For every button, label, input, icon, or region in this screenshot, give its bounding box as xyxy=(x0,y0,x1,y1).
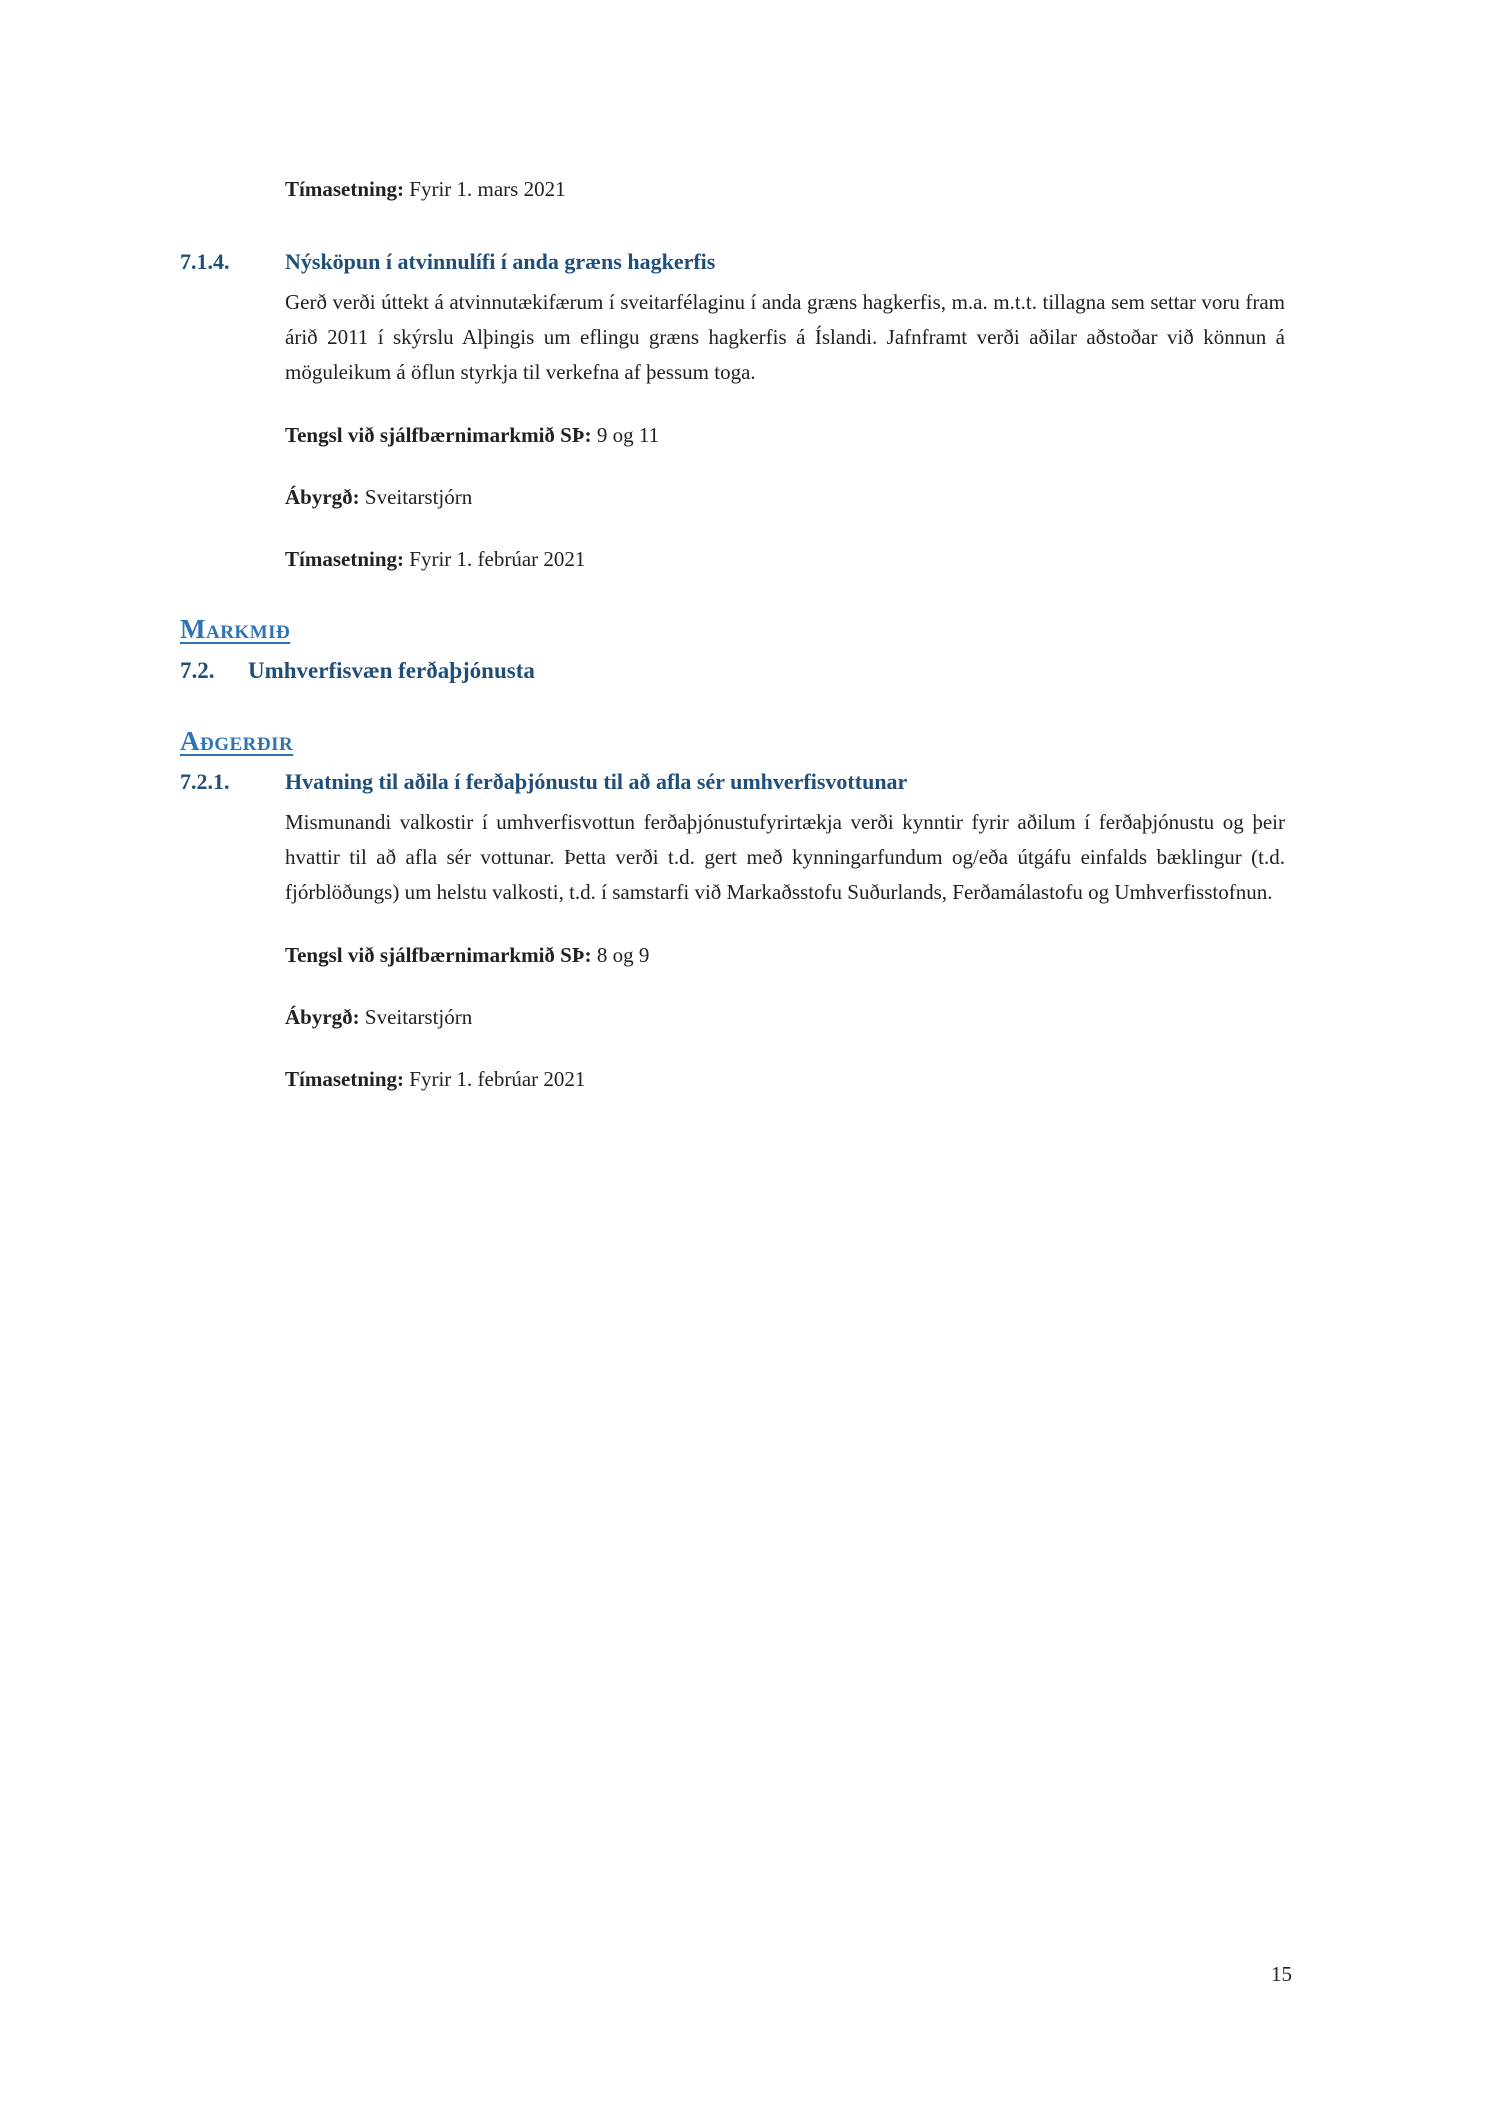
section-72-title: Umhverfisvæn ferðaþjónusta xyxy=(248,658,535,683)
abyrgd-label: Ábyrgð: xyxy=(285,485,360,509)
section-714-tengsl xyxy=(285,418,1285,453)
section-714-title: Nýsköpun í atvinnulífi í anda græns hagkerfis xyxy=(285,249,716,274)
tengsl-label: Tengsl við sjálfbærnimarkmið SÞ: xyxy=(285,943,592,967)
abyrgd-label: Ábyrgð: xyxy=(285,1005,360,1029)
adgerdir-heading: Aðgerðir xyxy=(180,726,294,756)
timing-line-prev xyxy=(285,172,1285,207)
abyrgd-value: Sveitarstjórn xyxy=(359,485,473,509)
section-714-timing xyxy=(285,542,1285,577)
tengsl-label: Tengsl við sjálfbærnimarkmið SÞ: xyxy=(285,423,592,447)
spacer xyxy=(180,577,1285,611)
timing-value: Fyrir 1. mars 2021 xyxy=(404,177,566,201)
section-721-body: Mismunandi valkostir í umhverfisvottun ferðaþjónustufyrirtækja verði kynntir fyrir aðilum í ferðaþjónustu og þeir hvattir til að afla sér vottunar. Þetta verði t.d. gert með kynningarfundum og/eða útgáfu einfalds bæklingur (t.d. fjórblöðungs) um helstu valkosti, t.d. í samstarfi við Markaðsstofu Suðurlands, Ferðamálastofu og Umhverfisstofnun. xyxy=(285,810,1285,904)
section-714-abyrgd xyxy=(285,480,1285,515)
section-714-body: Gerð verði úttekt á atvinnutækifærum í sveitarfélaginu í anda græns hagkerfis, m.a. m.t.t. tillagna sem settar voru fram árið 2011 í skýrslu Alþingis um eflingu græns hagkerfis á Íslandi. Jafnframt verði aðilar aðstoðar við könnun á möguleikum á öflun styrkja til verkefna af þessum toga. xyxy=(285,290,1285,384)
section-714-heading xyxy=(180,245,1285,279)
section-721-title: Hvatning til aðila í ferðaþjónustu til að afla sér umhverfisvottunar xyxy=(285,769,908,794)
section-714-number: 7.1.4. xyxy=(180,249,230,274)
section-721-number: 7.2.1. xyxy=(180,769,230,794)
section-721-tengsl xyxy=(285,938,1285,973)
spacer xyxy=(180,689,1285,723)
section-72-number: 7.2. xyxy=(180,658,215,683)
section-721-abyrgd xyxy=(285,1000,1285,1035)
timing-label: Tímasetning: xyxy=(285,177,405,201)
abyrgd-value: Sveitarstjórn xyxy=(359,1005,473,1029)
section-721-timing xyxy=(285,1062,1285,1097)
section-721-heading xyxy=(180,765,1285,799)
markmid-heading: Markmið xyxy=(180,614,291,644)
timing-label: Tímasetning: xyxy=(285,1067,405,1091)
tengsl-value: 9 og 11 xyxy=(591,423,660,447)
timing-label: Tímasetning: xyxy=(285,547,405,571)
timing-value: Fyrir 1. febrúar 2021 xyxy=(404,1067,586,1091)
timing-value: Fyrir 1. febrúar 2021 xyxy=(404,547,586,571)
tengsl-value: 8 og 9 xyxy=(591,943,650,967)
section-72-heading xyxy=(180,653,1285,689)
page-number: 15 xyxy=(1271,1962,1292,1986)
